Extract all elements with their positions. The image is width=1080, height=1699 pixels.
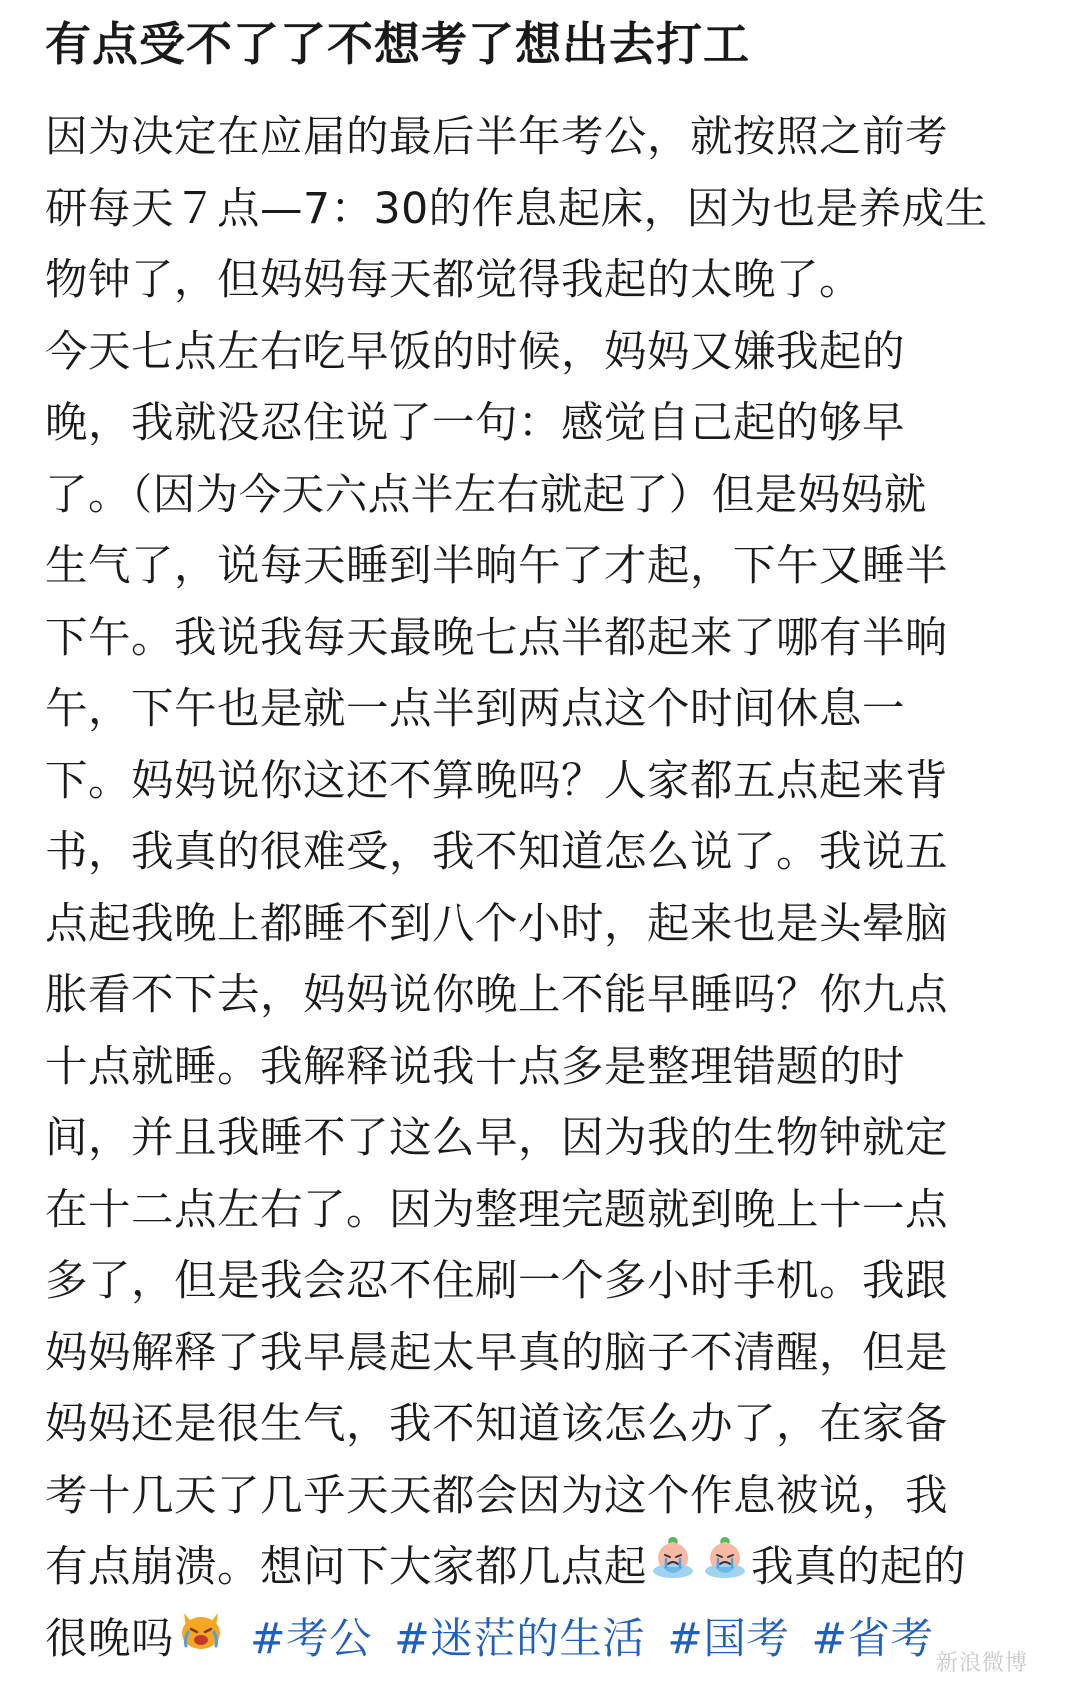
crying-peach-icon <box>649 1532 697 1604</box>
hashtag-link[interactable]: #迷茫的生活 <box>394 1614 646 1664</box>
post-line: 妈妈解释了我早晨起太早真的脑子不清醒，但是 <box>45 1328 949 1378</box>
post-line: 午，下午也是就一点半到两点这个时间休息一 <box>45 685 906 734</box>
post-line: 书，我真的很难受，我不知道怎么说了。我说五 <box>45 828 949 877</box>
post <box>45 10 1025 1675</box>
crying-cat-icon <box>176 1604 226 1676</box>
post-line-with-hashtags <box>45 1604 1025 1676</box>
post-text: 很晚吗 <box>45 1614 175 1664</box>
post-line: 因为决定在应届的最后半年考公，就按照之前考 <box>45 113 949 162</box>
post-line: 间，并且我睡不了这么早，因为我的生物钟就定 <box>45 1114 949 1163</box>
post-line: 研每天７点—7：30的作息起床，因为也是养成生 <box>45 184 988 234</box>
hashtag-link[interactable]: #考公 <box>250 1614 373 1664</box>
hashtag-link[interactable]: #省考 <box>811 1614 934 1664</box>
post-line: 胀看不下去，妈妈说你晚上不能早睡吗？你九点 <box>45 971 949 1020</box>
post-body <box>45 102 1025 1675</box>
post-line: 今天七点左右吃早饭的时候，妈妈又嫌我起的 <box>45 327 906 377</box>
post-line: 了。（因为今天六点半左右就起了）但是妈妈就 <box>45 470 927 520</box>
post-line: 考十几天了几乎天天都会因为这个作息被说，我 <box>45 1471 949 1521</box>
post-line: 在十二点左右了。因为整理完题就到晚上十一点 <box>45 1185 949 1235</box>
hashtag-link[interactable]: #国考 <box>667 1614 790 1664</box>
post-line: 下午。我说我每天最晚七点半都起来了哪有半晌 <box>45 613 949 663</box>
crying-peach-icon <box>701 1532 749 1604</box>
post-line: 晚，我就没忍住说了一句：感觉自己起的够早 <box>45 399 906 448</box>
post-line: 妈妈还是很生气，我不知道该怎么办了，在家备 <box>45 1400 949 1449</box>
post-text: 有点崩溃。想问下大家都几点起 <box>45 1543 648 1592</box>
watermark: 新浪微博 <box>935 1651 1028 1676</box>
post-line: 多了，但是我会忍不住刷一个多小时手机。我跟 <box>45 1257 949 1306</box>
post-line: 物钟了，但妈妈每天都觉得我起的太晚了。 <box>45 256 863 305</box>
post-text: 我真的起的 <box>751 1543 967 1592</box>
post-line: 生气了，说每天睡到半晌午了才起，下午又睡半 <box>45 542 949 591</box>
post-line: 十点就睡。我解释说我十点多是整理错题的时 <box>45 1042 906 1092</box>
post-line-with-emoji <box>45 1532 1025 1604</box>
post-title: 有点受不了了不想考了想出去打工 <box>45 17 750 71</box>
post-line: 下。妈妈说你这还不算晚吗？人家都五点起来背 <box>45 756 949 806</box>
post-line: 点起我晚上都睡不到八个小时，起来也是头晕脑 <box>45 899 949 949</box>
